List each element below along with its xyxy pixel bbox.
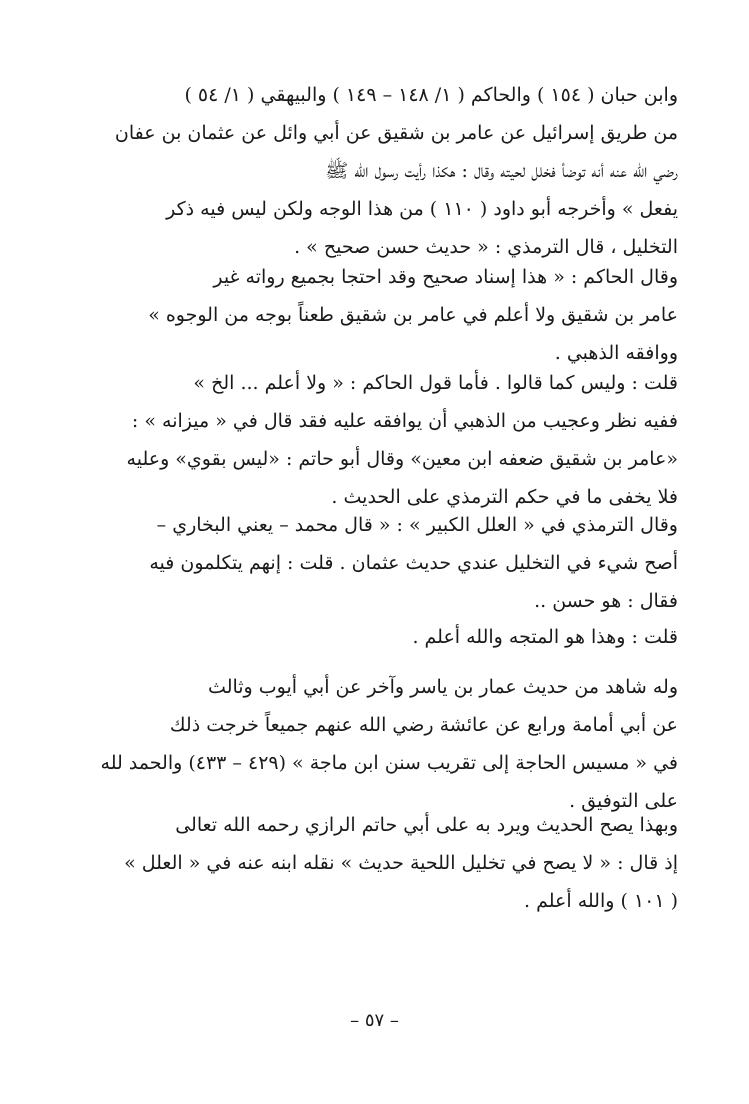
paragraph-witnesses (86, 668, 678, 820)
text-line: رضي الله عنه أنه توضأ فخلل لحيته وقال : هكذا رأيت رسول الله ﷺ (325, 160, 678, 182)
text-line: فلا يخفى ما في حكم الترمذي على الحديث . (331, 486, 678, 508)
text-line: وله شاهد من حديث عمار بن ياسر وآخر عن أبي أيوب وثالث (208, 676, 678, 698)
text-line: وقال الترمذي في « العلل الكبير » : « قال محمد – يعني البخاري – (156, 514, 678, 536)
text-line: فقال : هو حسن .. (534, 590, 678, 612)
paragraph-tirmidhi-ilal (86, 506, 678, 620)
text-line: إذ قال : « لا يصح في تخليل اللحية حديث » نقله ابنه عنه في « العلل » (124, 852, 678, 874)
text-line: على التوفيق . (569, 790, 678, 812)
text-line: ( ١٠١ ) والله أعلم . (524, 890, 678, 912)
text-line: في « مسيس الحاجة إلى تقريب سنن ابن ماجة » (٤٢٩ – ٤٣٣) والحمد لله (100, 752, 678, 774)
text-line: عامر بن شقيق ولا أعلم في عامر بن شقيق طعناً بوجه من الوجوه » (148, 304, 678, 326)
text-line: وقال الحاكم : « هذا إسناد صحيح وقد احتجا بجميع رواته غير (213, 266, 678, 288)
text-line: قلت : وليس كما قالوا . فأما قول الحاكم : « ولا أعلم ... الخ » (193, 372, 678, 394)
text-line: أصح شيء في التخليل عندي حديث عثمان . قلت : إنهم يتكلمون فيه (149, 552, 678, 574)
text-line: عن أبي أمامة ورابع عن عائشة رضي الله عنهم جميعاً خرجت ذلك (169, 714, 678, 736)
paragraph-hakim (86, 258, 678, 372)
text-line: من طريق إسرائيل عن عامر بن شقيق عن أبي وائل عن عثمان بن عفان (114, 122, 678, 144)
page-number: – ٥٧ – (350, 1010, 399, 1031)
paragraph-hadith-sources (86, 76, 678, 266)
text-line: قلت : وهذا هو المتجه والله أعلم . (412, 626, 678, 648)
paragraph-qultu-conclusion (86, 618, 678, 656)
paragraph-qultu-critique (86, 364, 678, 516)
text-line: ووافقه الذهبي . (554, 342, 678, 364)
paragraph-abu-hatim (86, 806, 678, 920)
text-line: وبهذا يصح الحديث ويرد به على أبي حاتم الرازي رحمه الله تعالى (175, 814, 678, 836)
text-line: يفعل » وأخرجه أبو داود ( ١١٠ ) من هذا الوجه ولكن ليس فيه ذكر (166, 198, 678, 220)
text-line: «عامر بن شقيق ضعفه ابن معين» وقال أبو حاتم : «ليس بقوي» وعليه (126, 448, 678, 470)
text-line: التخليل ، قال الترمذي : « حديث حسن صحيح » . (294, 236, 678, 258)
text-line: ففيه نظر وعجيب من الذهبي أن يوافقه عليه فقد قال في « ميزانه » : (131, 410, 678, 432)
text-line: وابن حبان ( ١٥٤ ) والحاكم ( ١/ ١٤٨ – ١٤٩ ) والبيهقي ( ١/ ٥٤ ) (184, 84, 678, 106)
